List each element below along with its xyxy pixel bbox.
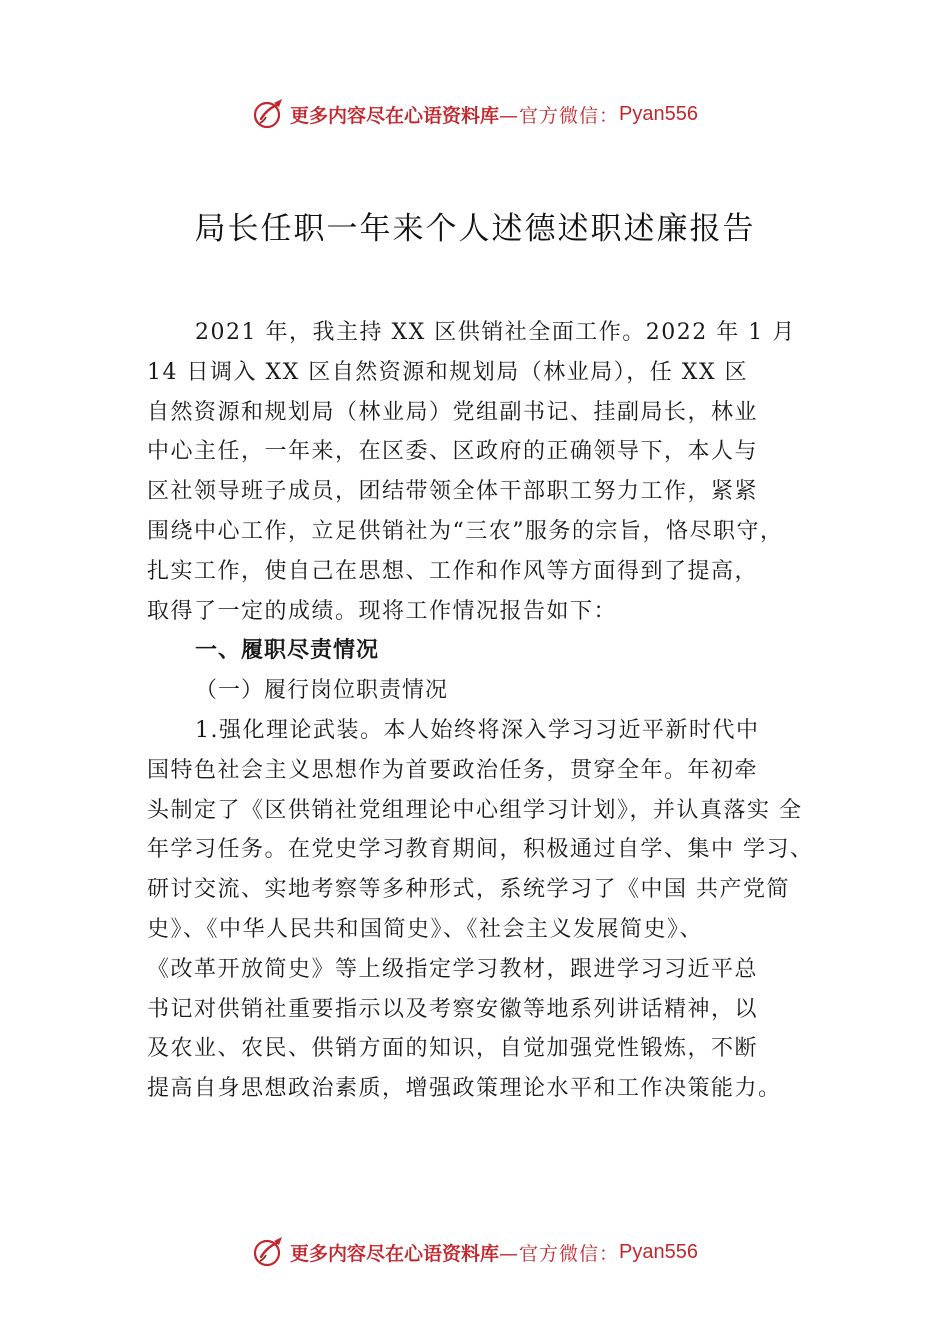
footer-watermark-banner <box>0 1232 950 1272</box>
banner-wechat-id: Pyan556 <box>619 102 698 125</box>
intro-line: 2021 年，我主持 XX 区供销社全面工作。2022 年 1 月 <box>195 320 796 345</box>
banner-sub-text: —官方微信： <box>499 104 620 127</box>
paragraph-line: 提高自身思想政治素质，增强政策理论水平和工作决策能力。 <box>147 1076 782 1102</box>
intro-line: 14 日调入 XX 区自然资源和规划局（林业局），任 XX 区 <box>147 359 749 385</box>
banner-wechat-id: Pyan556 <box>619 1240 698 1263</box>
banner-main-text: 更多内容尽在心语资料库 <box>290 104 500 127</box>
paragraph-line: 头制定了《区供销社党组理论中心组学习计划》，并认真落实 全 <box>147 797 803 823</box>
banner-sub-text: —官方微信： <box>499 1242 620 1265</box>
paragraph-line: 研讨交流、实地考察等多种形式，系统学习了《中国 共产党简 <box>147 877 790 903</box>
paragraph-line: 年学习任务。在党史学习教育期间，积极通过自学、集中 学习、 <box>147 837 814 863</box>
subsection-heading: （一）履行岗位职责情况 <box>195 678 449 704</box>
banner-main-text: 更多内容尽在心语资料库 <box>290 1242 500 1265</box>
paragraph-line: 史》、《中华人民共和国简史》、《社会主义发展简史》、 <box>147 916 704 942</box>
section-heading: 一、履职尽责情况 <box>195 638 380 664</box>
intro-line: 围绕中心工作，立足供销社为“三农”服务的宗旨，恪尽职守， <box>147 518 784 544</box>
intro-line: 扎实工作，使自己在思想、工作和作风等方面得到了提高， <box>147 558 759 584</box>
intro-line: 中心主任，一年来，在区委、区政府的正确领导下，本人与 <box>147 439 759 465</box>
paragraph-line: 1.强化理论武装。本人始终将深入学习习近平新时代中 <box>195 717 760 743</box>
document-title: 局长任职一年来个人述德述职述廉报告 <box>194 211 756 247</box>
intro-line: 区社领导班子成员，团结带领全体干部职工努力工作，紧紧 <box>147 479 759 505</box>
intro-line: 自然资源和规划局（林业局）党组副书记、挂副局长，林业 <box>147 399 759 425</box>
paragraph-line: 《改革开放简史》等上级指定学习教材，跟进学习习近平总 <box>147 956 759 982</box>
paragraph-line: 及农业、农民、供销方面的知识，自觉加强党性锻炼，不断 <box>147 1036 759 1062</box>
pen-logo-icon <box>252 97 286 131</box>
intro-line: 取得了一定的成绩。现将工作情况报告如下： <box>147 598 618 624</box>
header-watermark-banner <box>0 94 950 134</box>
pen-logo-icon <box>252 1235 286 1269</box>
paragraph-line: 书记对供销社重要指示以及考察安徽等地系列讲话精神，以 <box>147 996 759 1022</box>
document-body <box>147 313 837 1109</box>
paragraph-line: 国特色社会主义思想作为首要政治任务，贯穿全年。年初牵 <box>147 757 759 783</box>
